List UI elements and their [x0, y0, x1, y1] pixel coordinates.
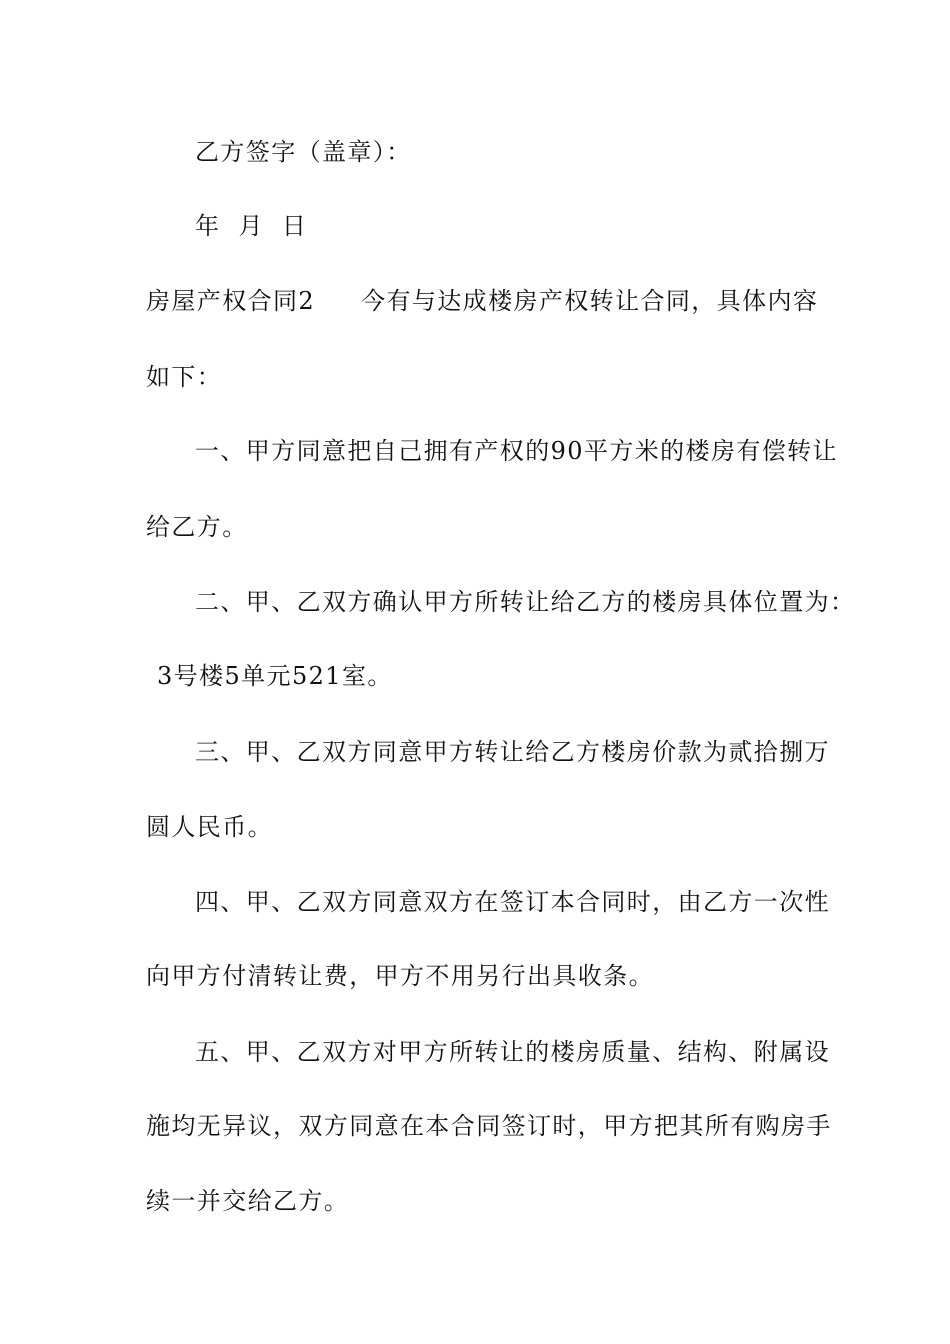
contract-intro-text: 今有与达成楼房产权转让合同，具体内容 — [361, 287, 819, 315]
clause-2-line-2: 3号楼5单元521室。 — [157, 662, 393, 690]
clause-5-line-1: 五、甲、乙双方对甲方所转让的楼房质量、结构、附属设 — [195, 1038, 830, 1066]
clause-5-line-3: 续一并交给乙方。 — [146, 1187, 350, 1215]
clause-2-line-1: 二、甲、乙双方确认甲方所转让给乙方的楼房具体位置为： — [195, 588, 856, 616]
date-line: 年 月 日 — [195, 212, 308, 240]
clause-5-line-2: 施均无异议，双方同意在本合同签订时，甲方把其所有购房手 — [146, 1112, 832, 1140]
clause-3-line-1: 三、甲、乙双方同意甲方转让给乙方楼房价款为贰拾捌万 — [195, 738, 830, 766]
clause-1-line-1: 一、甲方同意把自己拥有产权的90平方米的楼房有偿转让 — [195, 437, 838, 465]
signature-line: 乙方签字（盖章）： — [195, 138, 412, 166]
contract-intro-continuation: 如下： — [146, 363, 223, 391]
clause-4-line-1: 四、甲、乙双方同意双方在签订本合同时，由乙方一次性 — [195, 888, 830, 916]
clause-1-line-2: 给乙方。 — [146, 513, 248, 541]
contract-title: 房屋产权合同2 — [146, 287, 316, 315]
contract-intro-line — [146, 286, 818, 316]
clause-4-line-2: 向甲方付清转让费，甲方不用另行出具收条。 — [146, 962, 654, 990]
clause-3-line-2: 圆人民币。 — [146, 813, 273, 841]
